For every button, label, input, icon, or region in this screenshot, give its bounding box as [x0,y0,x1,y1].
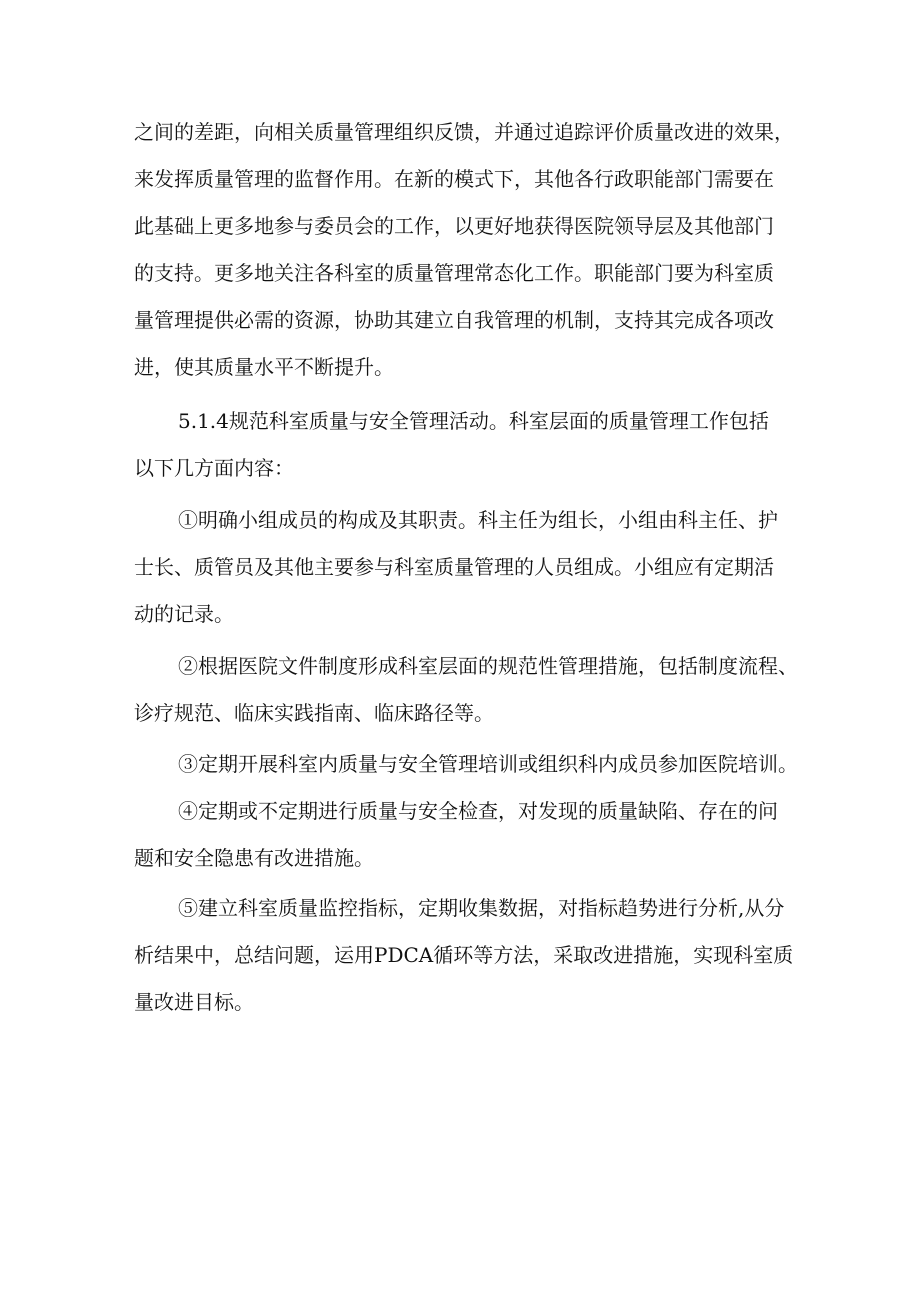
text-line: 量改进目标。 [134,990,254,1014]
text-line: 士长、质管员及其他主要参与科室质量管理的人员组成。小组应有定期活 [134,555,774,579]
paragraph-item-5 [134,885,794,1026]
paragraph-item-2 [134,643,798,737]
text-line: 以下几方面内容： [134,456,294,480]
text-line: ②根据医院文件制度形成科室层面的规范性管理措施，包括制度流程、 [178,654,798,678]
paragraph-section-5-1-4 [134,398,794,492]
text-line: 题和安全隐患有改进措施。 [134,846,374,870]
text-line: 之间的差距，向相关质量管理组织反馈，并通过追踪评价质量改进的效果， [134,120,794,144]
paragraph-item-3 [134,741,798,788]
text-line: ③定期开展科室内质量与安全管理培训或组织科内成员参加医院培训。 [178,752,798,776]
text-line: ④定期或不定期进行质量与安全检查，对发现的质量缺陷、存在的问 [178,799,778,823]
text-line: 量管理提供必需的资源，协助其建立自我管理的机制，支持其完成各项改 [134,308,774,332]
text-line: ⑤建立科室质量监控指标，定期收集数据，对指标趋势进行分析,从分 [178,896,785,920]
text-line: 进，使其质量水平不断提升。 [134,355,394,379]
text-line: 来发挥质量管理的监督作用。在新的模式下，其他各行政职能部门需要在 [134,167,774,191]
text-line: ①明确小组成员的构成及其职责。科主任为组长，小组由科主任、护 [178,508,778,532]
text-line: 析结果中，总结问题，运用PDCA循环等方法，采取改进措施，实现科室质 [134,943,794,967]
paragraph-item-1 [134,497,794,638]
paragraph-item-4 [134,788,794,882]
text-line: 的支持。更多地关注各科室的质量管理常态化工作。职能部门要为科室质 [134,261,774,285]
paragraph-quality-feedback [134,109,794,391]
text-line: 此基础上更多地参与委员会的工作，以更好地获得医院领导层及其他部门 [134,214,774,238]
text-line: 5.1.4规范科室质量与安全管理活动。科室层面的质量管理工作包括 [178,409,769,433]
text-line: 诊疗规范、临床实践指南、临床路径等。 [134,701,494,725]
text-line: 动的记录。 [134,602,234,626]
